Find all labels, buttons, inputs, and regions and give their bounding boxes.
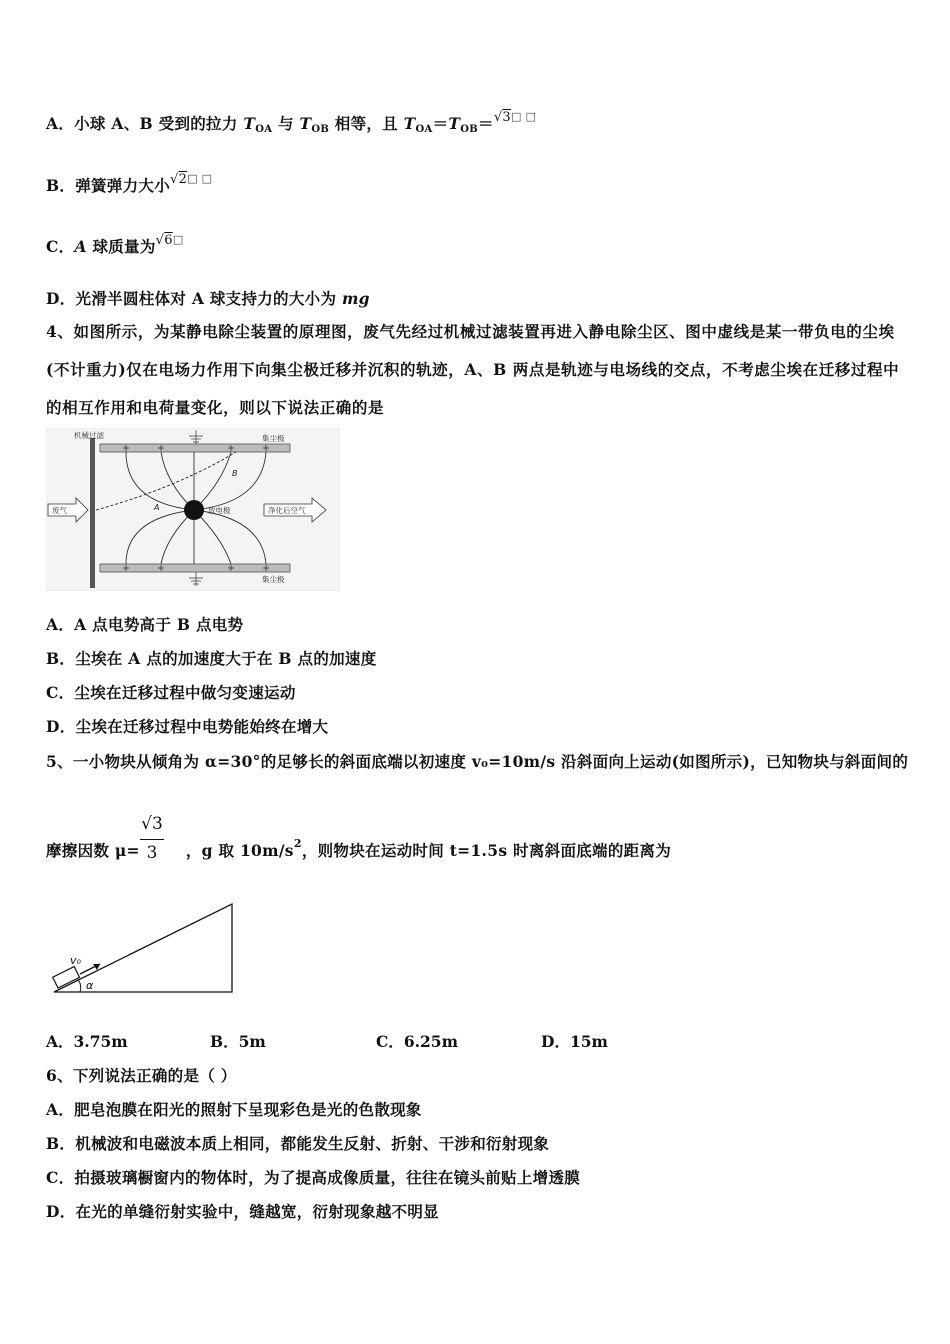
point-a-label: A xyxy=(154,503,160,512)
q5-incline-figure xyxy=(46,898,242,998)
fraction-bar xyxy=(140,839,164,840)
v0-label: v₀ xyxy=(70,954,81,967)
alpha-label: α xyxy=(86,979,94,992)
q4-option-d: D．尘埃在迁移过程中电势能始终在增大 xyxy=(46,717,329,736)
collector-label-bottom: 集尘极 xyxy=(262,575,285,584)
sqrt-symbol: √3 xyxy=(493,110,511,125)
q5-option-c: C．6.25m xyxy=(376,1032,458,1051)
discharge-electrode xyxy=(184,500,204,520)
collector-label-top: 集尘极 xyxy=(262,434,285,443)
q5-option-b: B．5m xyxy=(210,1032,266,1051)
q6-option-c: C．拍摄玻璃橱窗内的物体时，为了提高成像质量，往往在镜头前贴上增透膜 xyxy=(46,1168,581,1187)
fraction-numerator: √3 xyxy=(141,814,163,834)
discharge-label: 放电极 xyxy=(208,506,231,515)
q4-option-c: C．尘埃在迁移过程中做匀变速运动 xyxy=(46,683,296,702)
q6-stem: 6、下列说法正确的是（ ） xyxy=(46,1066,237,1085)
q6-option-d: D．在光的单缝衍射实验中，缝越宽，衍射现象越不明显 xyxy=(46,1202,439,1221)
filter-label: 机械过滤 xyxy=(74,431,104,440)
q3-option-a: A．小球 A、B 受到的拉力 $T_{OA}$ 与 $T_{OB}$ 相等，且 $T_{OA}=T_{OB}=^{√3□ □}$ xyxy=(46,110,537,135)
q6-option-b: B．机械波和电磁波本质上相同，都能发生反射、折射、干涉和衍射现象 xyxy=(46,1134,550,1153)
incline xyxy=(54,904,232,992)
gas-in-label: 废气 xyxy=(52,506,67,515)
q4-stem: 4、如图所示，为某静电除尘装置的原理图，废气先经过机械过滤装置再进入静电除尘区、图中虚线是某一带负电的尘埃(不计重力)仅在电场力作用下向集尘极迁移并沉积的轨迹，A、B 两点是轨迹与电场线的交点，不考虑尘埃在迁移过程中的相互作用和电荷量变化，则以下说法正确的是 xyxy=(46,322,900,417)
q3-option-c: C．A 球质量为$^{√6□}$ xyxy=(46,233,184,256)
q5-option-a: A．3.75m xyxy=(46,1032,128,1051)
q3-option-b: B．弹簧弹力大小$^{√2□ □}$ xyxy=(46,172,213,195)
point-b-label: B xyxy=(232,469,238,478)
sqrt-symbol: √2 xyxy=(170,172,188,187)
q6-option-a: A．肥皂泡膜在阳光的照射下呈现彩色是光的色散现象 xyxy=(46,1100,422,1119)
filter-wall xyxy=(90,438,95,588)
fraction-denominator: 3 xyxy=(146,843,158,863)
q4-figure xyxy=(46,428,340,591)
q4-option-b: B．尘埃在 A 点的加速度大于在 B 点的加速度 xyxy=(46,649,377,668)
q4-option-a: A．A 点电势高于 B 点电势 xyxy=(46,615,244,634)
q5-option-d: D．15m xyxy=(541,1032,608,1051)
q5-stem: 5、一小物块从倾角为 α=30°的足够长的斜面底端以初速度 v₀=10m/s 沿斜面向上运动(如图所示)，已知物块与斜面间的 xyxy=(46,752,909,771)
q5-stem-line2: 摩擦因数 μ= ，g 取 $10m/s^2$，则物块在运动时间 t=1.5s 时离斜面底端的距离为 xyxy=(46,837,672,860)
q3-option-d: D．光滑半圆柱体对 A 球支持力的大小为 mg xyxy=(46,289,370,308)
gas-out-label: 净化后空气 xyxy=(268,506,306,515)
sqrt-symbol: √6 xyxy=(155,233,173,248)
